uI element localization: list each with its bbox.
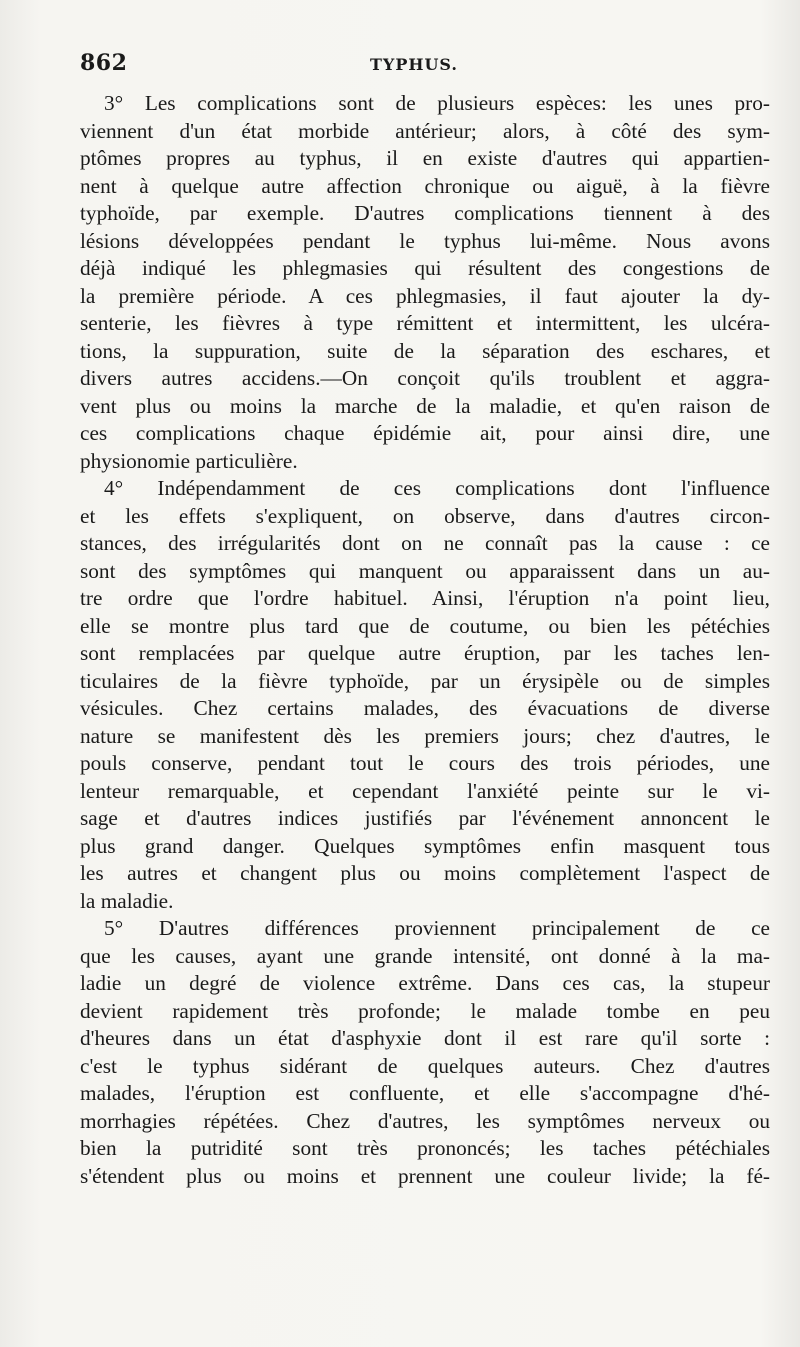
text-line: ticulaires de la fièvre typhoïde, par un érysipèle ou de simples [80,668,770,693]
text-line: que les causes, ayant une grande intensité, ont donné à la ma- [80,943,770,968]
running-head [80,50,770,84]
text-line: la première période. A ces phlegmasies, il faut ajouter la dy- [80,283,770,308]
text-line: et les effets s'expliquent, on observe, dans d'autres circon- [80,503,770,528]
paragraph-irregularities [80,475,770,915]
text-line: senterie, les fièvres à type rémittent et intermittent, les ulcéra- [80,311,770,335]
text-line: 5° D'autres différences proviennent principalement de ce [104,916,770,940]
running-title: TYPHUS. [370,55,458,74]
text-line: ces complications chaque épidémie ait, pour ainsi dire, une [80,421,770,445]
text-line: tre ordre que l'ordre habituel. Ainsi, l'éruption n'a point lieu, [80,586,770,610]
paragraph-violence [80,915,770,1190]
text-line: la maladie. [80,888,174,913]
paragraph-complications [80,90,770,475]
text-line: lenteur remarquable, et cependant l'anxiété peinte sur le vi- [80,778,770,803]
text-line: ladie un degré de violence extrême. Dans ces cas, la stupeur [80,971,770,995]
text-line: vésicules. Chez certains malades, des évacuations de diverse [80,696,770,720]
text-line: pouls conserve, pendant tout le cours des trois périodes, une [80,751,770,775]
text-line: 4° Indépendamment de ces complications dont l'influence [104,476,770,500]
text-line: elle se montre plus tard que de coutume, ou bien les pétéchies [80,613,770,638]
text-line: stances, des irrégularités dont on ne connaît pas la cause : ce [80,531,770,555]
text-line: déjà indiqué les phlegmasies qui résultent des congestions de [80,256,770,280]
text-line: 3° Les complications sont de plusieurs espèces: les unes pro- [104,91,770,115]
text-line: malades, l'éruption est confluente, et elle s'accompagne d'hé- [80,1081,770,1105]
text-line: morrhagies répétées. Chez d'autres, les symptômes nerveux ou [80,1108,770,1133]
text-line: lésions développées pendant le typhus lui-même. Nous avons [80,228,770,253]
text-line: sont remplacées par quelque autre éruption, par les taches len- [80,641,770,665]
text-line: viennent d'un état morbide antérieur; alors, à côté des sym- [80,118,770,143]
text-line: sont des symptômes qui manquent ou apparaissent dans un au- [80,558,770,583]
text-line: c'est le typhus sidérant de quelques auteurs. Chez d'autres [80,1053,770,1078]
text-line: nature se manifestent dès les premiers jours; chez d'autres, le [80,723,770,748]
text-line: plus grand danger. Quelques symptômes enfin masquent tous [80,833,770,858]
text-line: sage et d'autres indices justifiés par l'événement annoncent le [80,806,770,830]
text-line: tions, la suppuration, suite de la séparation des eschares, et [80,338,770,363]
page-number: 862 [80,50,128,76]
text-line: bien la putridité sont très prononcés; les taches pétéchiales [80,1136,770,1160]
text-line: s'étendent plus ou moins et prennent une couleur livide; la fé- [80,1163,770,1188]
text-line: typhoïde, par exemple. D'autres complications tiennent à des [80,201,770,225]
text-line: d'heures dans un état d'asphyxie dont il est rare qu'il sorte : [80,1026,770,1050]
text-line: devient rapidement très profonde; le malade tombe en peu [80,998,770,1023]
text-line: physionomie particulière. [80,448,298,473]
text-line: vent plus ou moins la marche de la maladie, et qu'en raison de [80,393,770,418]
text-line: divers autres accidens.—On conçoit qu'ils troublent et aggra- [80,366,770,390]
text-line: ptômes propres au typhus, il en existe d'autres qui appartien- [80,146,770,170]
text-line: les autres et changent plus ou moins complètement l'aspect de [80,861,770,885]
body-text [80,90,770,1190]
text-line: nent à quelque autre affection chronique ou aiguë, à la fièvre [80,173,770,198]
